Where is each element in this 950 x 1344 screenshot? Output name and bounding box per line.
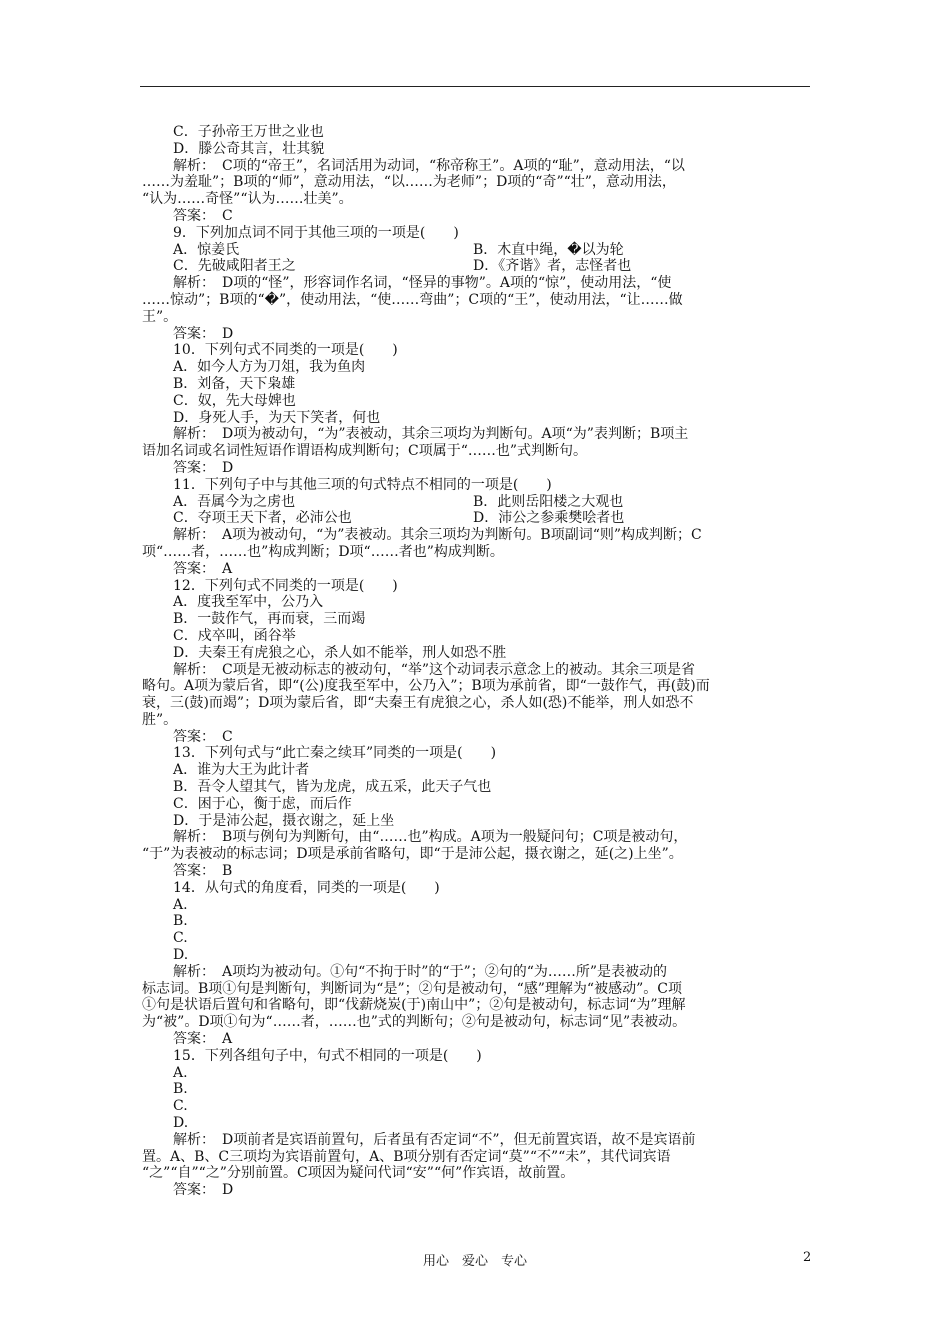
question-13: 13．下列句式与“此亡秦之续耳”同类的一项是( ): [173, 745, 497, 762]
analysis-line: 解析： B项与例句为判断句，由“……也”构成。A项为一般疑问句；C项是被动句，: [173, 829, 688, 846]
answer-line: 答案： C: [173, 728, 233, 745]
option-b: B.: [173, 1081, 188, 1098]
analysis-line: 项“……者，……也”构成判断；D项“……者也”构成判断。: [142, 543, 504, 560]
options-row: [142, 494, 812, 511]
options-row: [142, 258, 812, 275]
analysis-line: 为“被”。D项①句为“……者，……也”式的判断句；②句是被动句，标志词“见”表被动。: [142, 1014, 687, 1031]
footer-motto: 用心 爱心 专心: [422, 1254, 527, 1269]
answer-line: 答案： C: [173, 207, 233, 224]
option-c: C．先破咸阳者王之: [173, 258, 296, 275]
question-9: 9．下列加点词不同于其他三项的一项是( ): [173, 224, 459, 241]
page-number: 2: [803, 1250, 812, 1265]
option-c: C.: [173, 1098, 188, 1115]
analysis-line: ……惊动”；B项的“�”，使动用法，“使……弯曲”；C项的“王”，使动用法，“让……做: [142, 291, 683, 308]
analysis-line: “于”为表被动的标志词；D项是承前省略句，即“于是沛公起，摄衣谢之，延(之)上坐”。: [142, 846, 683, 863]
option-b: B．刘备，天下枭雄: [173, 375, 296, 392]
option-d: D．夫秦王有虎狼之心，杀人如不能举，刑人如恐不胜: [173, 644, 507, 661]
option-a: A.: [173, 1064, 188, 1081]
analysis-line: 解析： D项前者是宾语前置句，后者虽有否定词“不”，但无前置宾语，故不是宾语前: [173, 1131, 696, 1148]
options-row: [142, 510, 812, 527]
option-d: D.: [173, 1115, 189, 1132]
answer-line: 答案： B: [173, 863, 233, 880]
document-body: [142, 124, 812, 1199]
analysis-line: 解析： A项均为被动句。①句“不拘于时”的“于”；②句的“为……所”是表被动的: [173, 963, 668, 980]
analysis-line: ……为羞耻”；B项的“师”，意动用法，“以……为老师”；D项的“奇”“壮”，意动用法，: [142, 174, 676, 191]
answer-line: 答案： D: [173, 459, 234, 476]
analysis-line: 解析： A项为被动句，“为”表被动。其余三项均为判断句。B项副词“则”构成判断；C: [173, 527, 702, 544]
answer-line: 答案： D: [173, 325, 234, 342]
analysis-line: 王”。: [142, 308, 178, 325]
option-b: B．一鼓作气，再而衰，三而竭: [173, 611, 366, 628]
option-d: D．身死人手，为天下笑者，何也: [173, 409, 381, 426]
analysis-line: “认为……奇怪”“认为……壮美”。: [142, 191, 353, 208]
analysis-line: 解析： D项为被动句，“为”表被动，其余三项均为判断句。A项“为”表判断；B项主: [173, 426, 689, 443]
options-row: [142, 242, 812, 259]
analysis-line: 解析： C项是无被动标志的被动句，“举”这个动词表示意念上的被动。其余三项是省: [173, 661, 696, 678]
answer-line: 答案： A: [173, 1031, 233, 1048]
option-d: D．《齐谐》者，志怪者也: [473, 258, 632, 275]
option-d: D.: [173, 947, 189, 964]
analysis-line: 略句。A项为蒙后省，即“(公)度我至军中，公乃入”；B项为承前省，即“一鼓作气，再(鼓)而: [142, 678, 710, 695]
option-d: D．沛公之参乘樊哙者也: [473, 510, 625, 527]
question-10: 10．下列句式不同类的一项是( ): [173, 342, 398, 359]
option-d: D．滕公奇其言，壮其貌: [173, 140, 325, 157]
analysis-line: 解析： D项的“怪”，形容词作名词，“怪异的事物”。A项的“惊”，使动用法，“使: [173, 275, 672, 292]
analysis-line: 语加名词或名词性短语作谓语构成判断句；C项属于“……也”式判断句。: [142, 443, 588, 460]
option-a: A．如今人方为刀俎，我为鱼肉: [173, 359, 366, 376]
option-b: B．吾令人望其气，皆为龙虎，成五采，此天子气也: [173, 779, 492, 796]
option-d: D．于是沛公起，摄衣谢之，延上坐: [173, 812, 395, 829]
header-rule: [140, 86, 810, 87]
analysis-line: 标志词。B项①句是判断句，判断词为“是”；②句是被动句，“感”理解为“被感动”。C项: [142, 980, 682, 997]
option-c: C．困于心，衡于虑，而后作: [173, 795, 352, 812]
option-a: A.: [173, 896, 188, 913]
option-c: C．奴，先大母婢也: [173, 392, 296, 409]
analysis-line: 解析： C项的“帝王”，名词活用为动词，“称帝称王”。A项的“耻”，意动用法，“以: [173, 157, 685, 174]
analysis-line: 置。A、B、C三项均为宾语前置句，A、B项分别有否定词“莫”“不”“未”，其代词宾语: [142, 1148, 671, 1165]
option-a: A．度我至军中，公乃入: [173, 594, 324, 611]
question-11: 11．下列句子中与其他三项的句式特点不相同的一项是( ): [173, 476, 552, 493]
option-a: A．吾属今为之虏也: [173, 493, 296, 510]
option-b: B.: [173, 913, 188, 930]
page-footer: [0, 1250, 950, 1268]
option-c: C．子孙帝王万世之业也: [173, 124, 324, 140]
option-a: A．惊姜氏: [173, 241, 240, 258]
answer-line: 答案： D: [173, 1182, 234, 1199]
option-a: A．谁为大王为此计者: [173, 762, 310, 779]
analysis-line: ①句是状语后置句和省略句，即“伐薪烧炭(于)南山中”；②句是被动句，标志词“为”理解: [142, 997, 686, 1014]
analysis-line: 衰，三(鼓)而竭”；D项为蒙后省，即“夫秦王有虎狼之心，杀人如(恐)不能举，刑人如恐不: [142, 695, 694, 712]
question-15: 15．下列各组句子中，句式不相同的一项是( ): [173, 1047, 482, 1064]
question-14: 14．从句式的角度看，同类的一项是( ): [173, 879, 440, 896]
analysis-line: “之”“自”“之”分别前置。C项因为疑问代词“安”“何”作宾语，故前置。: [142, 1165, 575, 1182]
option-b: B．此则岳阳楼之大观也: [473, 493, 624, 510]
option-c: C．戍卒叫，函谷举: [173, 627, 296, 644]
option-c: C．夺项王天下者，必沛公也: [173, 510, 352, 527]
analysis-line: 胜”。: [142, 711, 178, 728]
question-12: 12．下列句式不同类的一项是( ): [173, 577, 398, 594]
option-c: C.: [173, 930, 188, 947]
option-b: B．木直中绳，�以为轮: [473, 241, 624, 258]
answer-line: 答案： A: [173, 560, 233, 577]
